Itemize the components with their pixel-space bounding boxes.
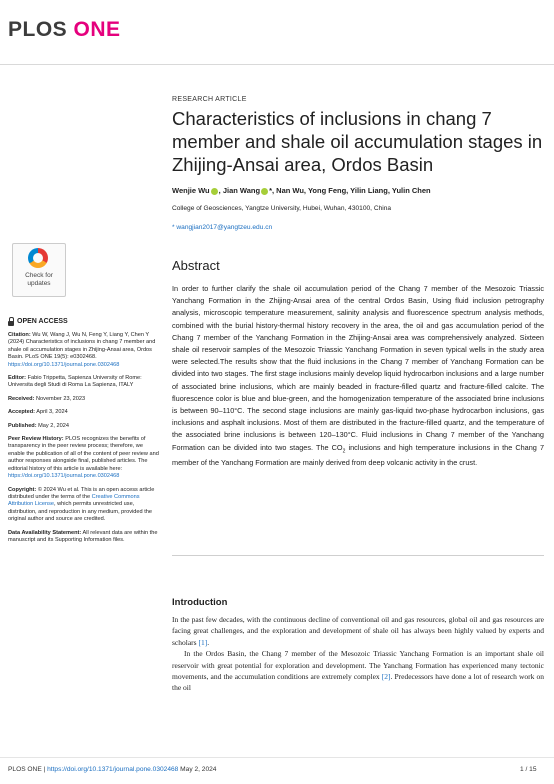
open-lock-icon (8, 321, 14, 326)
header-divider (0, 64, 554, 65)
open-access-label: OPEN ACCESS (8, 318, 160, 326)
editor: Editor: Fabio Trippetta, Sapienza University of Rome: Universita degli Studi di Roma La Sapienza, ITALY (8, 375, 142, 389)
footer-divider (0, 757, 554, 758)
corresponding-email[interactable]: * wangjian2017@yangtzeu.edu.cn (172, 224, 273, 231)
citation: Citation: Wu W, Wang J, Wu N, Feng Y, Liang Y, Chen Y (2024) Characteristics of inclusions in chang 7 member and shale oil accumulation stages in Zhijing-Ansai area, Ordos Basin. PLoS ONE 19(5): e0302468. https://doi.org/10.1371/journal.pone.0302468 (8, 332, 156, 368)
page-footer: PLOS ONE | https://doi.org/10.1371/journal.pone.0302468 May 2, 2024 (8, 766, 217, 773)
introduction-text: In the past few decades, with the continuous decline of conventional oil and gas resources, global oil and gas resources are facing great challenges, and the exploration and development of shale oil has always been highly valued by experts and scholars [1]. In the Ordos Basin, the Chang 7 member of the Mesozoic Triassic Yanchang Formation is an important shale oil reservoir with great potential for exploration and development. The Yanchang Formation has experienced many tectonic movements, and the accumulation conditions are extremely complex [2]. Predecessors have done a lot of research work on the oil (172, 615, 544, 693)
article-type: RESEARCH ARTICLE (172, 96, 247, 103)
reference-link[interactable]: [1] (198, 637, 208, 647)
peer-review-history: Peer Review History: PLOS recognizes the benefits of transparency in the peer review process; therefore, we enable the publication of all of the content of peer review and author responses alongside final, published articles. The editorial history of this article is available here: https://doi.org/10.1371/journal.pone.0302468 (8, 436, 159, 480)
author-name[interactable]: Wenjie Wu (172, 186, 210, 195)
copyright: Copyright: © 2024 Wu et al. This is an open access article distributed under the terms of the Creative Commons Attribution License, which permits unrestricted use, distribution, and reproduction in any medium, provided the original author and source are credited. (8, 486, 155, 523)
article-title: Characteristics of inclusions in chang 7 member and shale oil accumulation stages in Zhijing-Ansai area, Ordos Basin (172, 108, 543, 175)
crossmark-icon (28, 248, 48, 268)
orcid-icon[interactable] (261, 188, 268, 195)
license-link[interactable]: Creative Commons Attribution License (8, 493, 140, 508)
accepted-date: Accepted: April 3, 2024 (8, 409, 68, 416)
abstract-heading: Abstract (172, 258, 220, 273)
article-info-sidebar (8, 318, 160, 550)
abstract-text: In order to further clarify the shale oil accumulation period of the Chang 7 member of the Mesozoic Triassic Yanchang Formation in the Zhijing-Ansai area of the central Ordos Basin, Using fluid inclusion petrography analysis, microscopic temperature measurement, salinity analysis and fluorescence spectrum analysis methods, combined with the burial history-thermal history recovery in the area, the oil and gas accumulation period of the Chang 7 member of the Yanchang Formation in the Zhijing-Ansai area was comprehensively analyzed. Sixteen shale oil reservoir samples of the Mesozoic Triassic Yanchang Formation in seven typical wells in the study area were selected.The results show that the fluid inclusions in the Chang 7 member of Yanchang Formation can be divided into two stages. The first stage inclusions mainly develop liquid hydrocarbon inclusions and a large number of associated brine inclusions, which are mainly beaded in fracture-filled quartz and fracture-filled calcite. The fluorescence color is blue and blue-green, and the homogenization temperature of the associated brine inclusions is between 90–110°C. The second stage inclusions are mainly gas-liquid two-phase hydrocarbon inclusions, gas inclusions and asphalt inclusions. Most of them are distributed in the fracture-filled quartz, and the temperature of the associated brine inclusions is between 120–130°C. Fluid inclusions in Chang 7 member of the Yanchang Formation can be divided into two stages. The $CO_2$ inclusions and high temperature inclusions in the Chang 7 member of the Yanchang Formation are mainly derived from deep volcanic activity in the crust. (172, 284, 545, 468)
citation-doi-link[interactable]: https://doi.org/10.1371/journal.pone.0302468 (8, 361, 120, 368)
reference-link[interactable]: [2] (381, 672, 391, 682)
orcid-icon[interactable] (211, 188, 218, 195)
author-name[interactable]: Jian Wang (222, 186, 261, 195)
author-list: Wenjie Wu , Jian Wang *, Nan Wu, Yong Feng, Yilin Liang, Yulin Chen (172, 186, 431, 195)
data-availability: Data Availability Statement: All relevant data are within the manuscript and its Supporting Information files. (8, 529, 158, 543)
affiliation: College of Geosciences, Yangtze University, Hubei, Wuhan, 430100, China (172, 205, 392, 212)
introduction-heading: Introduction (172, 597, 228, 608)
check-for-updates-badge[interactable]: Check for updates (12, 243, 66, 297)
abstract-divider (172, 555, 544, 556)
published-date: Published: May 2, 2024 (8, 422, 69, 429)
peer-review-link[interactable]: https://doi.org/10.1371/journal.pone.0302468 (8, 473, 120, 480)
footer-doi-link[interactable]: https://doi.org/10.1371/journal.pone.0302468 (47, 766, 179, 773)
received-date: Received: November 23, 2023 (8, 395, 86, 402)
journal-logo: PLOS ONE (8, 18, 121, 41)
page-number: 1 / 15 (520, 766, 537, 773)
